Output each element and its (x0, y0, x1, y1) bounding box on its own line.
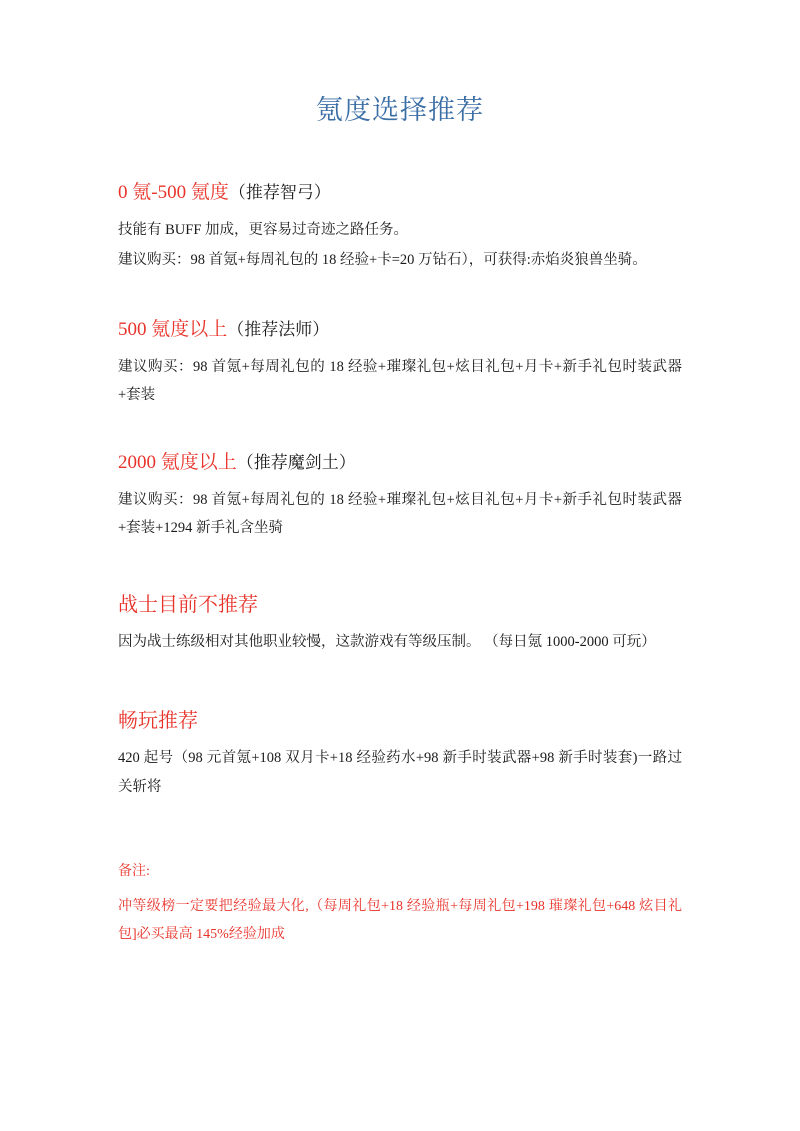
page-title: 氪度选择推荐 (316, 95, 484, 125)
section-2000-plus (118, 449, 682, 542)
section-casual-play (118, 706, 682, 801)
section-heading-suffix: （推荐魔剑土） (236, 453, 356, 473)
note-label: 备注: (118, 863, 150, 879)
section-heading: 畅玩推荐 (118, 710, 198, 733)
section-paragraph: 建议购买：98 首氪+每周礼包的 18 经验+璀璨礼包+炫目礼包+月卡+新手礼包时装武器+套装+1294 新手礼含坐骑 (118, 491, 682, 536)
note-block (118, 859, 682, 950)
section-paragraph: 技能有 BUFF 加成，更容易过奇迹之路任务。 (118, 221, 409, 238)
section-warrior-not-recommended (118, 590, 682, 656)
section-heading (118, 449, 682, 478)
section-paragraph: 建议购买：98 首氪+每周礼包的 18 经验+璀璨礼包+炫目礼包+月卡+新手礼包时装武器+套装 (118, 358, 682, 403)
section-heading-suffix: （推荐智弓） (228, 183, 331, 202)
section-heading-suffix: （推荐法师） (227, 320, 330, 340)
section-heading (118, 316, 682, 345)
section-heading-main: 2000 氪度以上 (118, 452, 237, 474)
note-body: 冲等级榜一定要把经验最大化,（每周礼包+18 经验瓶+每周礼包+198 璀璨礼包+648 炫目礼包]必买最高 145%经验加成 (118, 899, 682, 943)
section-heading-main: 0 氪-500 氪度 (118, 182, 229, 203)
section-heading: 战士目前不推荐 (118, 594, 258, 617)
section-paragraph: 建议购买：98 首氪+每周礼包的 18 经验+卡=20 万钻石），可获得:赤焰炎狼兽坐骑。 (118, 251, 647, 268)
section-0-500 (118, 179, 682, 274)
section-paragraph: 420 起号（98 元首氪+108 双月卡+18 经验药水+98 新手时装武器+98 新手时装套)一路过关斩将 (118, 750, 682, 795)
section-paragraph: 因为战士练级相对其他职业较慢，这款游戏有等级压制。 （每日氪 1000-2000 可玩） (118, 634, 656, 651)
section-500-plus (118, 316, 682, 409)
section-heading-main: 500 氪度以上 (118, 319, 228, 341)
section-heading (118, 179, 682, 208)
